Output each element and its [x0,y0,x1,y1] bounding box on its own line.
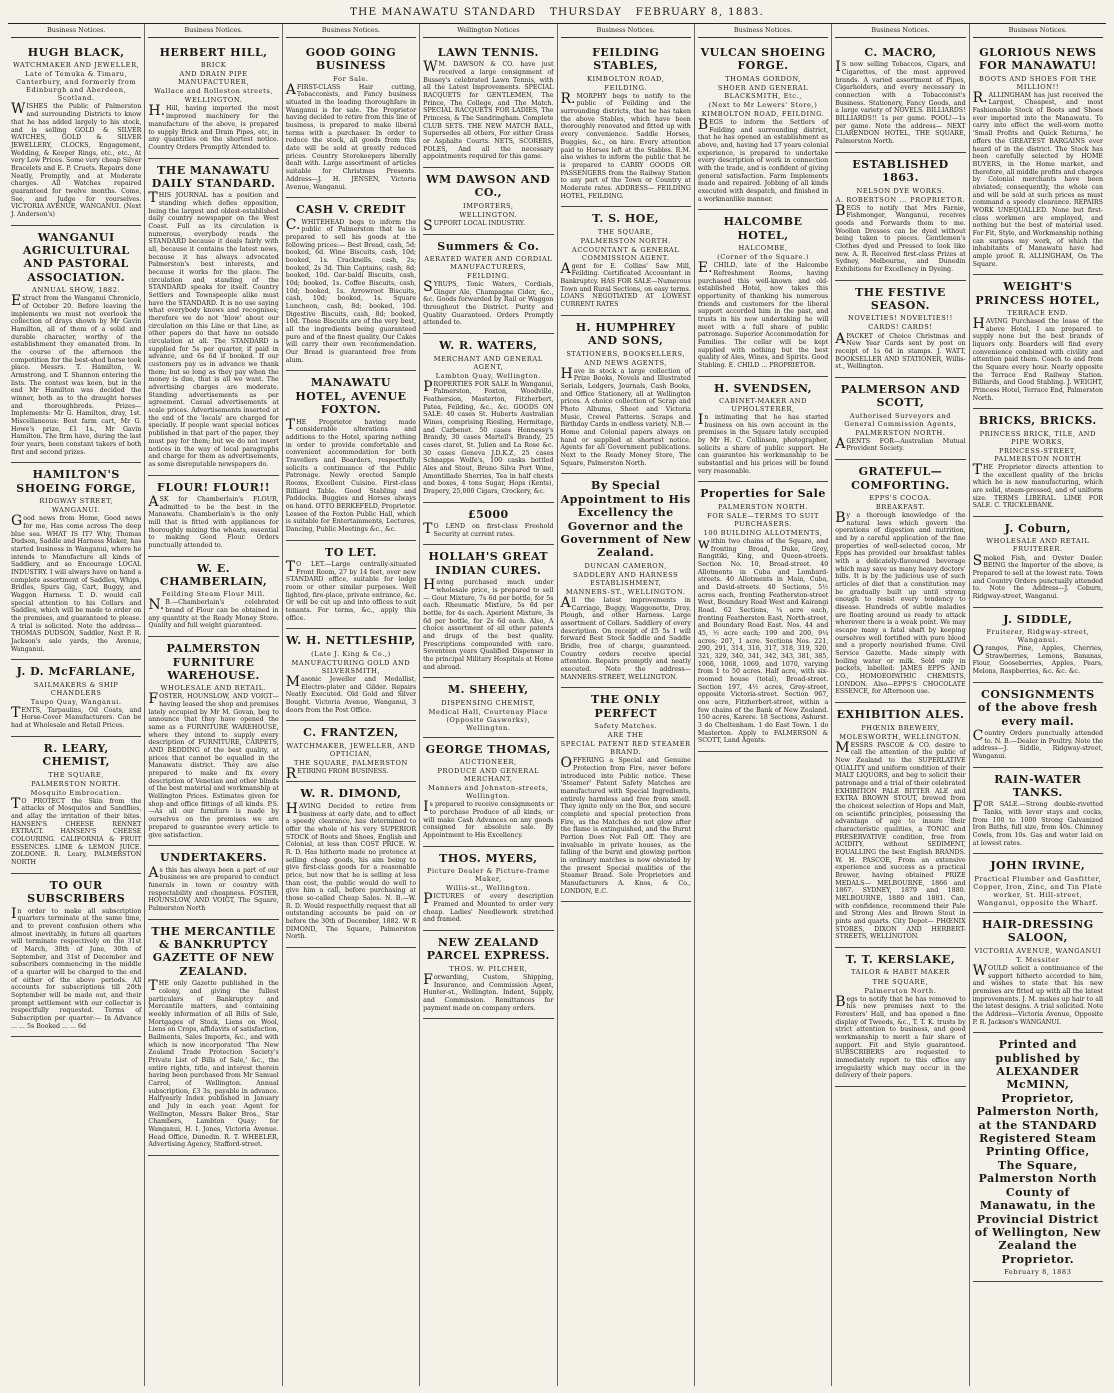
ad-heading: T. S. HOE, [592,212,660,226]
ad-subheading: BOOTS AND SHOES FOR THE MILLION!! [979,74,1097,91]
advertisement [148,846,278,919]
ad-subheading: WATCHMAKER AND JEWELLER, [13,61,140,70]
advertisement [286,721,416,782]
ad-body: PROPERTIES FOR SALE In Wanganui, Palmerston, Foxton, Woodville, Feathersion, Masterton, Fitzherbert, Patea, Feilding, &c., &c. GOODS ON SALE: 40 cases St. Huberts Australian Wines, comprising Riesling, Hermitage, and Carbenet. 50 cases Hennessy's Brandy, 30 cases Martell's Brandy, 25 cases claret, St. Julien and La Rose &c. 30 cases Geneva J.D.K.Z, 25 cases Schnapps Wolfe's, 100 casks bottled Ales and Stout, Bruno Silva Port Wine, Amontillado Sherries, Tea in half chests and boxes, 4 tons Sugar, Hops (Kents), Drapery, 25,000 Cigars, Crockery, &c. [423,378,554,496]
advertisement [561,474,691,688]
ad-subheading: NELSON DYE WORKS. [856,186,945,195]
ad-heading: H. HUMPHREY AND SONS, [575,320,676,348]
ad-subheading: FEILDING. [604,83,647,92]
ad-body: THE Proprietor directs attention to the excellent quality of the bricks which he is now manufacturing, which are solid, steam-pressed, and of uniform size. TERMS LIBERAL. LIME FOR SALE. C. TRICKLEBANK. [972,462,1103,510]
ad-subheading: WELLINGTON. [184,96,243,105]
ad-heading: GEORGE THOMAS, [425,742,551,756]
ad-body: ASK for Chamberlain's FLOUR, admitted to be the best in the Manawatu. Chamberlain's is the only mill that is fitted with appliances for thoroughly mixing the wheats, essential to making Good Flour. Orders punctually attended to. [148,493,279,549]
advertisement [835,948,965,1087]
ad-subheading: Medical Hall, Courtenay Place (Opposite Gasworks), Wellington. [428,707,548,732]
ad-heading: C. FRANTZEN, [303,726,399,740]
ad-body: TO LET.—Large centrally-situated Front Room, 27 by 14 feet, over new STANDARD office, suitable for lodge room or other similar purposes. Well lighted, fire-place, private entrance, &c. Or will be cut up and into offices to suit tenants. For terms, &c., apply this office. [285,559,417,622]
advertisement [835,153,965,281]
ad-heading: C. MACRO, [864,45,937,59]
advertisement [148,920,278,1156]
advertisement [698,210,828,376]
ad-body: FOSTER, HOUNSLOW, AND VOIGT—having leased the shop and premises lately occupied by Mr M. Govan, beg to announce that they have opened the same as a FURNITURE WAREHOUSE, where they intend to supply every description of FURNITURE, CARPETS, AND BEDDING of the best quality, at prices that cannot be equalled in the Manawatu district. They are also prepared to make and fix every description of Venetian and other blinds of the best material and workmanship at Wellington Prices. Estimates given for shop and office fittings of all kinds. P.S.—As all our furniture is made by ourselves on the premises we are prepared to guarantee every article to give satisfaction. [148,691,279,839]
advertisement [11,874,141,1038]
ad-heading: NEW ZEALAND PARCEL EXPRESS. [426,935,550,963]
ad-subheading: Fruiterer, Ridgway-street, Wanganui. [986,627,1090,644]
ad-heading: UNDERTAKERS. [160,851,268,865]
advertisement [148,41,278,159]
ad-heading: PALMERSTON FURNITURE WAREHOUSE. [166,642,261,682]
ad-heading: THE MANAWATU DAILY STANDARD. [151,163,276,190]
ad-subheading: WELLINGTON. [459,210,518,219]
ad-body: R.ALLINGHAM has just received the Largest, Cheapest, and most Fashionable Stock of Boots and Shoes ever imported into the Manawatu. To carry into effect the well-worn motto 'Small Profits and Quick Returns,' he offers the GREATEST BARGAINS ever heard of in the district. The Stock has been carefully selected by HOME BUYERS, in the Home market, and therefore, all middle profits and charges by Colonial merchants have been obviated; consequently, the whole can and will be sold at such prices as must command a speedy clearance. REPAIRS WORK UNEQUALLED. None but first-class workmen are employed, and nothing but the best of material used. For Fit, Style, and Workmanship nothing can surpass my work, of which the inhabitants of Manawatu have had ample proof. R. ALLINGHAM, On The Square. [972,89,1103,268]
advertisement [835,41,965,153]
advertisement [973,913,1103,1033]
ad-body: THE Proprietor having made considerable alterations and additions to the Hotel, sparing nothing in order to provide comfortable and convenient accommodation for both Travellers and Boarders, respectfully solicits a continuance of the Public Patronage. Newly erected Sample Rooms, Excellent Cuisine. First-class Billiard Table. Good Stabling and Paddocks. Buggies and Horses always on hand. OTTO BERKEFELD, Proprietor. Lessee of the Foxton Public Hall, which is suitable for Entertainments, Lectures, Dancing, Public Meetings &c., &c. [285,416,417,533]
ad-subheading: ARE THE [607,731,644,740]
ad-subheading: AND NEWS AGENTS, [584,358,668,367]
ad-subheading: PALMERSTON NORTH. [580,236,671,245]
advertisement [973,409,1103,517]
ad-body: BEGS to inform the Settlers of Feilding and surrounding district, that he has opened an establishment as above, and, having had 17 years colonial experience, is prepared to undertake every description of work in connection with the trade, and is confident of giving general satisfaction. Farm Implements made and repaired. Jobbing of all kinds executed with despatch, and finished in a workmanlike manner. [697,116,829,203]
column-2 [144,24,281,1386]
column-header: Business Notices. [148,24,278,38]
column-8 [969,24,1106,1386]
ad-heading: Properties for Sale [700,487,826,501]
advertisement [11,660,141,737]
ad-body: In intimating that he has started business on his own account in the premises in the Square lately occupied by Mr H. C. Collinson, photographer, solicits a share of public support. He can guarantee his workmanship to be substantial and his prices will be found very reasonable. [697,412,829,475]
advertisement [423,168,553,235]
column-4 [419,24,556,1386]
ad-subheading: (Next to Mr Lewers' Store,) [708,100,818,109]
ad-subheading: Willis-st., Wellington. [445,884,531,893]
ad-subheading: Taupo Quay, Wanganui. [30,697,122,706]
ad-heading: GLORIOUS NEWS FOR MANAWATU! [978,45,1097,73]
ad-subheading: Manners and Johnston-streets, Wellington. [428,784,549,801]
ad-subheading: ANNUAL SHOW, 1882. [32,286,121,295]
ad-heading: WANGANUI AGRICULTURAL AND PASTORAL ASSOCIATION. [22,230,130,284]
ad-heading: THOS. MYERS, [439,851,538,865]
advertisement [423,235,553,335]
ad-subheading: Palmerston North. [864,986,937,995]
ad-body: All the latest improvements in Carriage, Buggy, Waggonette, Dray, Plough, and other Harness. Large assortment of Collars. Saddlery of every description. On receipt of £5 5s I will forward Best Stock Saddle and Saddle Bridle, free of charge, guaranteed. Country orders receive special attention. Repairs promptly and neatly executed. Note the address— MANNERS-STREET, WELLINGTON. [560,594,691,681]
column-3 [282,24,419,1386]
ad-body: TO LEND on first-class Freehold Security at current rates. [423,521,554,538]
ad-heading: HUGH BLACK, [27,45,125,59]
ad-subheading: THE SQUARE, [872,977,929,986]
ad-body: THIS JOURNAL has a position and standing which defies opposition, being the largest and oldest-established daily country newspaper on the West Coast. Full as its circulation is numerous, everybody reads the STANDARD because it deals fairly with all, because it contains the latest news, because it has always advocated Palmerston's best interests, and because it works for the place. The circulation and standing of the STANDARD speaks for itself. Country Settlers and Townspeople alike must have the STANDARD. It is no use saying what everybody knows and recognises; therefore we do not 'blow' about our circulation on this Line or that Line, as other papers do that have no outside circulation at all. The STANDARD is supplied for 5s per quarter, if paid in advance, and 6s 6d if booked. If our customers pay us in advance we thank them; but so long as they pay when the money is due, that is all we want. The advertising charges are moderate. Standing advertisements as per agreement. Casual advertisements at scale prices. Advertisements inserted at the end of the 'locals' are charged for specially. If people want special notices published in that part of the paper, they must pay for them; but we do not insert notices in the way of local paragraphs and charge for them as advertisements, as some disreputable newspapers do. [148,190,279,468]
ad-heading: HOLLAH'S GREAT INDIAN CURES. [428,550,549,577]
advertisement [561,688,691,902]
ad-heading: W. R. DIMOND, [300,787,402,801]
ad-heading: HAIR-DRESSING SALOON, [982,917,1094,945]
advertisement [561,316,691,475]
ad-body: TO PROTECT the Skin from the attacks of Mosquitos and Sandflies, and allay the irritation of their bites. HANSEN'S CHEESE RENNET EXTRACT. HANSEN'S CHEESE COLOURING. CALIFORNIA & FRUIT ESSENCES. LIME & LEMON JUICE. ZOLDONE. R. Leary, PALMERSTON NORTH [11,795,142,867]
advertisement [148,476,278,557]
ad-subheading: MANNERS-ST., WELLINGTON. [565,587,686,596]
ad-subheading: ACCOUNTANT & GENERAL COMMISSION AGENT. [571,245,680,262]
advertisement [835,703,965,948]
advertisement [148,557,278,638]
ad-subheading: RIDGWAY STREET, [39,497,113,506]
ad-heading: £5000 [467,507,509,521]
advertisement [423,738,553,847]
advertisement [286,782,416,948]
ad-heading: H. SVENDSEN, [714,381,813,395]
ad-subheading: Safety Matches. [594,722,658,731]
ad-body: In order to make all subscription quarters terminate at the same time, and to prevent confusion others who almost inevitably, in future all quarters will terminate respectively on the 31st of March, 30th of June, 30th of September, and 31st of December and subscribers commencing in the middle of a quarter will be charged to the end of either of the above periods. All accounts for subscriptions till 20th September will be made out, and their prompt settlement with our collector is respectfully requested. Terms of Subscription per quarter:— In Advance ... ... 5s Booked ... ... 6d [11,905,142,1030]
ad-body: MESSRS PASCOE & CO. desire to call the attention of the public of New Zealand to the SUPERLATIVE QUALITY and uniform condition of their MALT LIQUORS, and beg to solicit their patronage and a trial of their celebrated EXHIBITION PALE BITTER ALE and EXTRA BROWN STOUT, brewed from the choicest selection of Hops and Malt, on scientific principles, possessing the advantage of age to insure their characteristic qualities, a TONIC and PRESERVATIVE condition, free from ACIDITY, without SEDIMENT, EQUALLING the best English BRANDS. W. H. PASCOE, From an extensive experience and success as a practical Brewer, having obtained PRIZE MEDALS— MELBOURNE, 1866 and 1867. SYDNEY, 1879 and 1880. MELBOURNE, 1880 and 1881. Can, with confidence, recommend their Pale and Strong Ales and Brown Stout in pints and quarts. City Depot— PHŒNIX STORES, DIXON AND HERBERT-STREETS, WELLINGTON. [835,739,966,941]
column-5 [557,24,694,1386]
ad-body: RETIRING FROM BUSINESS. [285,765,389,782]
ad-heading: TO LET. [325,545,377,559]
ad-heading: THE FESTIVE SEASON. [855,285,946,313]
ad-subheading: AUCTIONEER, [459,758,517,767]
ad-subheading: CARDS! CARDS! [868,323,933,332]
advertisement [11,737,141,874]
ad-subheading: Lambton Quay, Wellington. [435,371,541,380]
advertisement [286,629,416,721]
ad-heading: FLOUR! FLOUR!! [157,480,271,494]
masthead-day: THURSDAY [549,6,623,18]
advertisement [423,847,553,931]
ad-heading: CONSIGNMENTS of the above fresh every mail. [977,687,1098,728]
ad-subheading: Wallace and Rolleston streets, [154,87,274,96]
ad-subheading: (Late J. King & Co.,) [311,649,391,658]
ad-heading: FEILDING STABLES, [592,45,660,73]
ad-subheading: THE SQUARE, PALMERSTON [294,758,408,767]
advertisement [561,41,691,207]
ad-body: Smoked Fish, and Oyster Dealer. BEING the Importer of the above, is Prepared to sell at the lowest rate. Town and Country Orders punctually attended to. Note the Address—J. Coburn, Ridgway-street, Wanganui. [972,552,1103,600]
ad-subheading: NOVELTIES! NOVELTIES!! [848,314,953,323]
ad-heading: THE MERCANTILE & BANKRUPTCY GAZETTE OF NEW ZEALAND. [151,924,276,978]
ad-body: APACKET of Choice Christmas and New Year Cards sent by post on receipt of 1s 6d in stamps. J. WATT, BOOKSELLER AND STATIONER, Willis-st., Wellington. [835,330,966,371]
ad-subheading: WHOLESALE AND RETAIL. [160,684,267,693]
masthead-date: FEBRUARY 8, 1883. [635,6,765,18]
ad-subheading: T. Messiter [1016,955,1060,964]
ad-subheading: AND DRAIN PIPE MANUFACTURER, [177,70,250,87]
masthead-title: THE MANAWATU STANDARD [349,6,537,18]
column-header: Business Notices. [973,24,1103,38]
ad-heading: Summers & Co. [437,239,540,253]
ad-body: Forwarding, Custom, Shipping, Insurance, and Commission Agent, Hunter-st., Wellington. Indent, Supply, and Commission. Remittances for payment made on company orders. [423,971,554,1012]
ad-subheading: THE SQUARE, [597,227,654,236]
ad-heading: VULCAN SHOEING FORGE. [700,45,826,73]
ad-heading: ESTABLISHED 1863. [852,157,949,185]
advertisement [973,517,1103,608]
ad-subheading: HALCOMBE, [738,244,788,253]
ad-subheading: Picture Dealer & Picture-frame Maker, [426,867,550,884]
ad-heading: THE ONLY PERFECT [591,693,661,720]
ad-body: Country Orders punctually attended to. N. B.—Dealer in Poultry. Note the address—J. Siddle, Ridgway-street, Wanganui. [972,727,1103,760]
ad-subheading: PRINCESS BRICK, TILE, AND PIPE WORKS, [979,429,1097,446]
advertisement [973,768,1103,855]
ad-body: R.MORPHY begs to notify to the public of Feilding and the surrounding districts, that he has taken the above Stables, which have been thoroughly renovated and fitted up with every convenience. Saddle Horses, Buggies, &c., on hire. Every attention paid to Horses left at the Stables. R.M. also wishes to inform the public that he is prepared to CARRY GOODS OR PASSENGERS from the Railway Station to any part of the Town or Country at Moderate rates. ADDRESS— FEILDING HOTEL, FEILDING. [560,90,691,200]
ad-body: AFIRST-CLASS Hair cutting, Tobacconists, and Fancy business situated in the leading thoroughfare in Wanganui is for sale. The Proprietor having decided to retire from this line of business, is prepared to make liberal terms with a purchaser. In order to reduce the stock, all goods from this date will be sold at greatly reduced prices. Country Storekeepers liberally dealt with. Large assortment of articles suitable for Christmas Presents. Address—J. H. JENSEN, Victoria Avenue, Wanganui. [285,81,417,191]
ad-subheading: PHŒNIX BREWERY, [861,723,940,732]
ad-heading: R. LEARY, CHEMIST, [42,741,110,769]
ad-heading: WEIGHT'S PRINCESS HOTEL, [975,280,1101,307]
ad-heading: LAWN TENNIS. [437,45,539,59]
advertisement [286,198,416,371]
ad-body: WOULD solicit a continuance of the support hitherto accorded to him, and wishes to state that his new premises are fitted up with all the latest improvements. J. M. makes up hair to all the latest designs. A trial solicited. Note the Address—Victoria Avenue, Opposite P. R. Jackson's WANGANUI. [972,962,1103,1026]
advertisement [423,41,553,168]
advertisement [973,1033,1103,1282]
ad-subheading: A. ROBERTSON ... PROPRIETOR. [835,195,966,204]
ad-subheading: For Sale. [333,74,369,83]
ad-heading: J. D. McFARLANE, [16,665,136,679]
advertisement [11,463,141,660]
ad-subheading: DUNCAN CAMERON, [584,561,667,570]
advertisement [698,482,828,752]
ad-heading: J. SIDDLE, [1003,612,1073,626]
ad-subheading: PALMERSTON NORTH. [855,428,946,437]
ad-heading: MANAWATU HOTEL, AVENUE FOXTON. [295,376,407,417]
column-7 [831,24,968,1386]
ad-subheading: Late of Temuka & Timaru, Canterbury, and formerly from Edinburgh and Aberdeen, Scotland. [16,70,137,103]
ad-subheading: SPECIAL PATENT RED STEAMER BRAND. [560,740,691,757]
advertisement [423,503,553,546]
advertisement [561,207,691,316]
advertisement [973,608,1103,683]
ad-body: THE only Gazette published in the colony, and giving the fullest particulars of Bankruptcy and Mercantile matters, and containing weekly information of all Bills of Sale, Mortgages of Stock, Liens on Wool, Liens on Crops, affidavits of satisfaction, Bailments, Sales Imports, &c., and with which is now incorporated 'The New Zealand Trade Protection Society's Private List of Bills of Sale,' &c., the entire rights, title, and interest therein having been purchased from Mr Samuel Carrol, of Wellington. Annual subscription, £3 3s, payable in advance. Halfyearly Index published in January and July in each year. Agent for Wellington, Messrs Baker Bros., Star Chambers, Lambton Quay; for Wanganui, H. I. Jones, Victoria Avenue. Head Office, Dunedin. R. T. WHEELER, Advertising Agency, Stafford-street. [148,978,279,1149]
ad-heading: WM DAWSON AND CO., [426,173,551,200]
advertisement [286,541,416,630]
ad-subheading: KIMBOLTON ROAD, FEILDING. [701,109,825,118]
ad-body: N.B.—Chamberlain's celebrated brand of Flour can be obtained in any quantity at the Ready Money Store. Quality and full weight guaranteed. [148,597,279,630]
advertisement [11,226,141,464]
ad-subheading: MERCHANT AND GENERAL AGENT, [433,354,543,371]
column-1 [8,24,144,1386]
ad-subheading: Authorised Surveyors and General Commission Agents, [844,411,957,428]
ad-heading: Printed and published by ALEXANDER McMINN, Proprietor, Palmerston North, at the STANDARD Registered Steam Printing Office, The Square, Palmerston North County of Manawatu, in the Provincial District of Wellington, New Zealand the Proprietor. [974,1038,1101,1266]
ad-heading: By Special Appointment to His Excellency the Governor and the Government of New Zealand. [560,479,691,560]
ad-subheading: PRINCESS-STREET, PALMERSTON NORTH [994,446,1082,463]
ad-subheading: WATCHMAKER, JEWELLER, AND OPTICIAN, [286,741,416,758]
ad-body: Have in stock a large collection of Prize Books, Novels and Illustrated Serials, Ledgers, Journals, Cash Books, and Office Stationery, all at Wellington prices. A choice collection of Scrap and Photo Albums, Sheet and Victoria Music, Crewel Patterns. Scraps and Birthday Cards in endless variety. N.B.—Home and Colonial papers always on hand or supplied at shortest notice. Agents for all Government publications. Next to the Ready Money Store, The Square, Palmerston North. [560,365,691,467]
ad-subheading: TAILOR & HABIT MAKER [850,968,950,977]
columns [8,24,1106,1386]
masthead [8,6,1106,24]
ad-subheading: FOR SALE—TERMS TO SUIT PURCHASERS. [707,511,819,528]
ad-body: IS now selling Tobaccos, Cigars, and Cigarettes, of the most approved brands. A varied assortment of Pipes, Cigarholders, and every necessary in connection with a Tobacconist's Business. Stationery, Fancy Goods, and a large variety of NOVELS. BILLIARDS! BILLIARDS!! 1s per game. POOL!—1s per game. Note the address— NEXT CLARENDON HOTEL, THE SQUARE, Palmerston North. [835,59,966,146]
column-header: Business Notices. [835,24,965,38]
ad-body: FOR SALE.—Strong double-rivetted Tanks, with lever stays and cocks, from 100 to 1000 Strong Galvanized Iron Baths, full size, from 40s. Chimney Cowls, from 10s. Gas and water laid on at lowest rates. [972,799,1103,847]
ad-subheading: Practical Plumber and Gasfitter, Copper, Iron, Zinc, and Tin Plate worker, St. Hill-street, Wanganui, opposite the Wharf. [973,874,1103,907]
ad-subheading: CABINET-MAKER AND UPHOLSTERER, [719,396,808,413]
ad-subheading: THE SQUARE, [48,770,104,779]
ad-body: HAVING Purchased the lease of the above Hotel, I am prepared to supply none but the best brands of liquors only. Boarders will find every convenience combined with civility and attention paid them. Coach to and from the Square every hour. Nearly opposite the Terrace End Railway Station. Billiards, and Good Stabling. J. WEIGHT, Princess Hotel, Terrace End, Palmerston North. [972,316,1103,402]
advertisement [973,41,1103,275]
ad-subheading: AERATED WATER AND CORDIAL MANUFACTURERS, [424,255,553,272]
ad-heading: CASH V. CREDIT [295,203,406,217]
ad-heading: HALCOMBE HOTEL, [723,215,803,242]
ad-subheading: DISPENSING CHEMIST, [441,698,536,707]
ad-subheading: PALMERSTON NORTH. [717,502,809,511]
ad-heading: PALMERSON AND SCOTT, [840,382,961,410]
ad-body: E.CHILD, late of the Halcombe Refreshment Rooms, having purchased this well-known and old-established Hotel, now takes this opportunity of thanking his numerous friends and customers for the liberal support accorded him in the past, and trusts in his new undertaking he will meet with a full share of public patronage. Superior Accommodation for Families. The cellar will be kept supplied with nothing but the best quality of Ales, Wines, and Spirits. Good Stabling. E. CHILD ... PROPRIETOR. [697,260,829,369]
ad-body: TENTS, Tarpaulins, Oil Coats, and Horse-Cover Manufacturers. Can be had at Wholesale and Retail Prices. [11,704,142,730]
ad-heading: GRATEFUL—COMFORTING. [851,465,950,492]
ad-heading: W. H. NETTLESHIP, [286,634,416,648]
ad-body: Oranges, Pine, Apples, Cherries, Strawberries, Lemons, Bananas, Flour, Gooseberries, Apples, Pears, Melons, Raspberries, &c. &c. &c. [972,643,1103,676]
advertisement [423,334,553,503]
column-header: Wellington Notices [423,24,553,38]
advertisement [423,931,553,1019]
ad-subheading: BREAKFAST. [875,502,925,511]
ad-subheading: THOMAS GORDON, [725,74,801,83]
advertisement [698,41,828,210]
advertisement [973,275,1103,409]
advertisement [835,378,965,460]
advertisement [835,460,965,703]
advertisement [148,637,278,846]
ad-body: Is prepared to receive consignments or to purchase Produce of all kinds, or will make Cash Advances on any goods consigned for absolute sale. By Appointment to His Excellency. [423,799,554,840]
ad-subheading: SHOER AND GENERAL BLACKSMITH, Etc., [717,83,809,100]
ad-subheading: STATIONERS, BOOKSELLERS, [566,349,686,358]
ad-heading: TO OUR SUBSCRIBERS [27,878,126,906]
ad-subheading: Mosquito Embrocation. [30,788,122,797]
ad-heading: M. SHEEHY, [448,683,529,697]
ad-heading: HERBERT HILL, [159,45,268,59]
advertisement [148,159,278,476]
ad-body: WISHES the Public of Palmerston and surrounding Districts to know that he has added largely to his stock, and is selling GOLD & SILVER WATCHES, GOLD & SILVER JEWELLERY, CLOCKS, Engagement, Wedding, & Keeper Rings, etc., etc., At very Low Prices. Some very cheap Silver Bracelets and E. P. Cruets. Repairs done Neatly, Promptly, and at Moderate charges. All Watches repaired guaranteed for twelve months. Come, See, and Judge for yourselves. VICTORIA AVENUE, WANGANUI. (Next J. Anderson's) [11,101,142,218]
ad-heading: EXHIBITION ALES. [836,708,965,722]
advertisement [973,854,1103,913]
ad-heading: GOOD GOING BUSINESS [305,45,397,73]
ad-subheading: FEILDING. [467,272,510,281]
column-header: Business Notices. [11,24,141,38]
ad-heading: BRICKS, BRICKS. [978,414,1097,428]
advertisement [973,683,1103,768]
ad-subheading: SADDLERY AND HARNESS ESTABLISHMENT, [573,570,679,587]
ad-subheading: Feilding Steam Flour Mill. [161,590,266,599]
ad-body: HAVING Decided to retire from business at early date, and to effect a speedy clearance, has determined to offer the whole of his very SUPERIOR STOCK of Boots and Shoes, English and Colonial, at less than COST PRICE. W. R. D. Has hitherto made no pretence at selling cheap goods, his aim being to give first-class goods for a reasonable price, but now that he is selling at less than cost, the public would do well to give him a call, before purchasing at those so-called Cheap Sales. N. B.—W. R. D. Would respectfully request that all outstanding accounts be paid on or before the 30th of December, 1882. W R DIMOND, The Square, Palmerston North. [285,800,417,941]
ad-body: Masonic Jeweller and Medallist, Electro-plater and Gilder. Repairs Neatly Executed. Old Gold and Silver Bought. Victoria Avenue, Wanganui, 3 doors from the Post Office. [285,673,417,714]
ad-body: BEGS to notify that Mrs Farnie, Fishmonger, Wanganui, receives goods and Forwards them to me. Woollen Dresses can be dyed without being taken to pieces. Gentlemen's Clothes dyed and Pressed to look like new. A. R. Received first-class Prizes at Sydney, Melbourne, and Dunedin Exhibitions for Excellency in Dyeing. [835,202,966,273]
ad-subheading: VICTORIA AVENUE, WANGANUI [974,946,1102,955]
ad-subheading: February 8, 1883 [1004,1268,1072,1277]
advertisement [835,281,965,378]
column-header: Business Notices. [698,24,828,38]
ad-subheading: (Corner of the Square.) [717,253,810,262]
advertisement [423,678,553,738]
ad-body: C.WHITEHEAD begs to inform the public of Palmerston that he is prepared to sell his goods at the following prices:— Best Bread, cash, 5d; booked, 6d. Wine Biscuits, cash, 10d; booked, 1s. Cracknells, cash, 2s; booked, 2s 3d. Thin Captains, cash, 8d; booked, 10d. Gar-baldi Biscuits, cash, 10d; booked, 1s. Coffee Biscuits, cash, 10d; booked, 1s. Arrowroot Biscuits, cash, 10d; booked, 1s. Square Luncheon, cash, 8d; booked, 10d. Digestive Biscuits, cash, 8d; booked, 10d. These Biscuits are of the very best, all the ingredients being guaranteed pure and of the finest quality. Our Cakes will carry their own recommendation. Our Bread is guaranteed free from alum. [285,216,417,364]
ad-subheading: BRICK [200,61,227,70]
advertisement [286,371,416,540]
ad-body: Begs to notify that he has removed to his new premises next to the Foresters' Hall, and has opened a fine display of Tweeds, &c., T. T. K. trusts by strict attention to business, and good workmanship to merit a fair share of support. Fit and Style guaranteed. SUBSCRIBERS are requested to immediately report to this office any irregularity which may occur in the delivery of their papers. [835,993,966,1080]
ad-body: As this has always been a part of our business we are prepared to conduct funerals in town or country with respectability and cheapness. FOSTER, HOUNSLOW, AND VOIGT, The Square, Palmerston North [148,864,279,912]
ad-subheading: MOLESWORTH, WELLINGTON. [839,732,962,741]
ad-heading: RAIN-WATER TANKS. [994,772,1082,800]
ad-subheading: IMPORTERS, [463,201,514,210]
ad-body: Agent for E. Collins' Saw Mill, Feilding. Certificated Accountant in Bankruptcy. HAS FOR SALE—Numerous Town and Rural Sections, on easy terms. LOANS NEGOTIATED AT LOWEST CURRENT RATES [560,260,691,309]
advertisement [286,41,416,198]
ad-body: PICTURES of every description Framed and Mounted to order very cheap. Ladies' Needlework stretched and framed. [423,891,554,924]
ad-subheading: MANUFACTURING GOLD AND SILVERSMITH, [291,658,411,675]
ad-subheading: 100 BUILDING ALLOTMENTS, [703,528,823,537]
ad-body: within two chains of the Square, and fronting Broad, Duke, Grey, Rangitiki, King, and Queen-streets. Section No. 10, Broad-street. 40 Allotments in Cuba and Lombard-streets. 40 Allotments in Main, Cuba, and David-streets. 40 Sections, 5½ acres each, fronting Featherston-street West, Boundary Road West and Kairangi Road. 62 Sections, ¼ acre each, fronting Featherston East, North-street, and Boundary Road East. Nos. 44 and 45, ½ acre each; 199 and 200, 9¼ acres; 207, 1 acre. Sections Nos. 221, 290, 291, 314, 316, 317, 318, 319, 320, 321, 329, 340, 341, 342, 343, 381, 385, 1066, 1068, 1069, and 1070, varying from 1 to 50 acres. Half acre, with six-roomed house (total), Broad-street. Section 197, 4½ acres, Grey-street, opposite Victoria-street. Section 967, one acre, Fitzherbert-street, within a few chains of the Bank of New Zealand. 150 acres, Karere. 18 Sections, Ashurst. 3 do Cheltenham. 1 do East Town. 1 do Masterton. Apply to FALMERSON & SCOTT, Land Agents. [697,535,829,745]
column-header: Business Notices. [286,24,416,38]
ad-heading: T. T. KERSLAKE, [845,953,956,967]
advertisement [698,377,828,483]
ad-body: Having purchased much under wholesale price, is prepared to sell— Gout Mixture, 7s 6d per bottle, for 5s each. Rheumatic Mixture, 5s 6d per bottle, for 4s each. Aperient Mixture, 3s 6d per bottle, for 2s 6d each. Also, A choice assortment of all other patents and drugs of the best quality. Prescriptions compounded with care. Seventeen years Qualified Dispenser in the principal Military Hospitals at Home and abroad. [423,577,554,671]
ad-body: SYRUPS, Tonic Waters, Cordials, Ginger Ale, Champagne Cider, &c., &c. Goods forwarded by Rail or Waggon throughout the District. Purity and Quality Guaranteed. Orders Promptly attended to. [423,279,554,327]
ad-heading: J. Coburn, [1004,522,1072,536]
column-6 [694,24,831,1386]
ad-subheading: KIMBOLTON ROAD, [586,74,665,83]
ad-heading: W. E. CHAMBERLAIN, [159,561,268,589]
ad-subheading: EPPS'S COCOA. [869,493,932,502]
ad-heading: JOHN IRVINE, [990,859,1086,873]
advertisement [423,545,553,678]
ad-subheading: WHOLESALE AND RETAIL FRUITERER. [986,537,1090,554]
ad-subheading: SAILMAKERS & SHIP CHANDLERS [33,680,119,697]
ad-body: By a thorough knowledge of the natural laws which govern the operations of digestion and nutrition, and by a careful application of the fine properties of well-selected cocoa, Mr Epps has provided our breakfast tables with a delicately-flavoured beverage which may save us many heavy doctors' bills. It is by the judicious use of such articles of diet that a constitution may be gradually built up until strong enough to resist every tendency to disease. Hundreds of subtle maladies are floating around us ready to attack wherever there is a weak point. We may escape many a fatal shaft by keeping ourselves well fortified with pure blood and a properly nourished frame. Civil Service Gazette. Made simply with boiling water or milk. Sold only in packets, labelled: JAMES EPPS AND CO., HOMOEOPATHIC CHEMISTS, LONDON. Also—EPPS'S CHOCOLATE ESSENCE, for Afternoon use. [835,510,966,696]
ad-body: WM. DAWSON & CO. have just received a large consignment of Bussey's celebrated Lawn Tennis, with all the Latest Improvements. SPECIAL RACQUETS for GENTLEMEN, The Prince, The College, and The Match. SPECIAL RACQUETS FOR LADIES, The Princess, & The Sandringham. Complete CLUB SETS. THE NEW MATCH BALL, Supersedes all others, For either Grass or Asphalte Courts. NETS, SCORERS, POLES, And all the necessary appointments required for this game. [423,59,554,161]
ad-heading: HAMILTON'S SHOEING FORGE, [16,468,137,495]
ad-body: OFFERING a Special and Genuine Protection from Fire, never before introduced into Public notice. These 'Steamer' Patent Safety Matches are manufactured with Special Ingredients, entirely harmless and free from smell. They ignite only on the Box, and secure complete and special protection from Fire, as the Matches do not glow after the flame is extinguished, and the Burnt Portion Does Not Fall Off. They are invaluable in private houses, as the falling of the burnt and glowing portion in ordinary matches is now obviated by the present Special qualities of the Steamer Brand. Sole Proprietors and Manufacturers A. Knos, & Co., LONDON, E.C. [560,755,691,895]
ad-subheading: WANGANUI. [51,506,101,515]
ad-body: Good news from Home, Good news for me, Has come across The deep blue sea. WHAT IS IT? Why, Thomas Dudson, Saddle and Harness Maker, has started business in Wanganui, where he intends to Manufacture all kinds of Saddlery, and so Encourage LOCAL INDUSTRY. I will always have on hand a complete assortment of Saddles, Whips, Bridles, Spurs Gig, Cart, Buggy, and Waggon Harness. T. D. would call special attention to his Collars and Saddles, which will be made to order on the premises, and guaranteed to please. A trial is solicited. Note the address— THOMAS DUDSON, Saddler, Next P. R. Jackson's sale yards, the Avenue, Wanganui. [11,513,142,653]
ad-heading: W. R. WATERS, [439,339,538,353]
ad-subheading: PALMERSTON NORTH. [31,779,122,788]
ad-subheading: PRODUCE AND GENERAL MERCHANT, [437,767,540,784]
ad-body: AGENTS FOR—Australian Mutual Provident Society. [835,435,966,453]
advertisement [11,41,141,226]
ad-body: H.Hill, having imported the most improved machinery for the manufacture of the above, is prepared to supply Brick and Drain Pipes, etc, in any quantities on the shortest notice. Country Orders Promptly Attended to. [148,103,279,151]
ad-body: Extract from the Wanganui Chronicle, of October 20. Before leaving the implements we must not overlook the collection of drays shown by Mr Gavin Hamilton, all of them of a solid and durable character, worthy of the establishment they emanated from. In the course of the afternoon the competition for the best-shod horse took place. Messrs. T. Hamilton, W. Armstrong, and T. Shannon entering the lists. The contest was keen, but in the end Mr Hamilton was decided the winner, both as to the draught horses and thoroughbreds. Prizes—Implements: Mr G. Hamilton, dray, 1st. Miscellaneous: Best farm cart, Mr G. Howe's prize, £1 1s., Mr Gavin Hamilton. The firm have, during the last four years, been constant takers of both first and second prizes. [11,293,142,456]
column-header: Business Notices. [561,24,691,38]
ad-subheading: TERRACE END. [1007,309,1069,318]
ad-body: SUPPORT LOCAL INDUSTRY. [423,217,526,234]
ad-subheading: THOS. W. PILCHER, [449,964,528,973]
